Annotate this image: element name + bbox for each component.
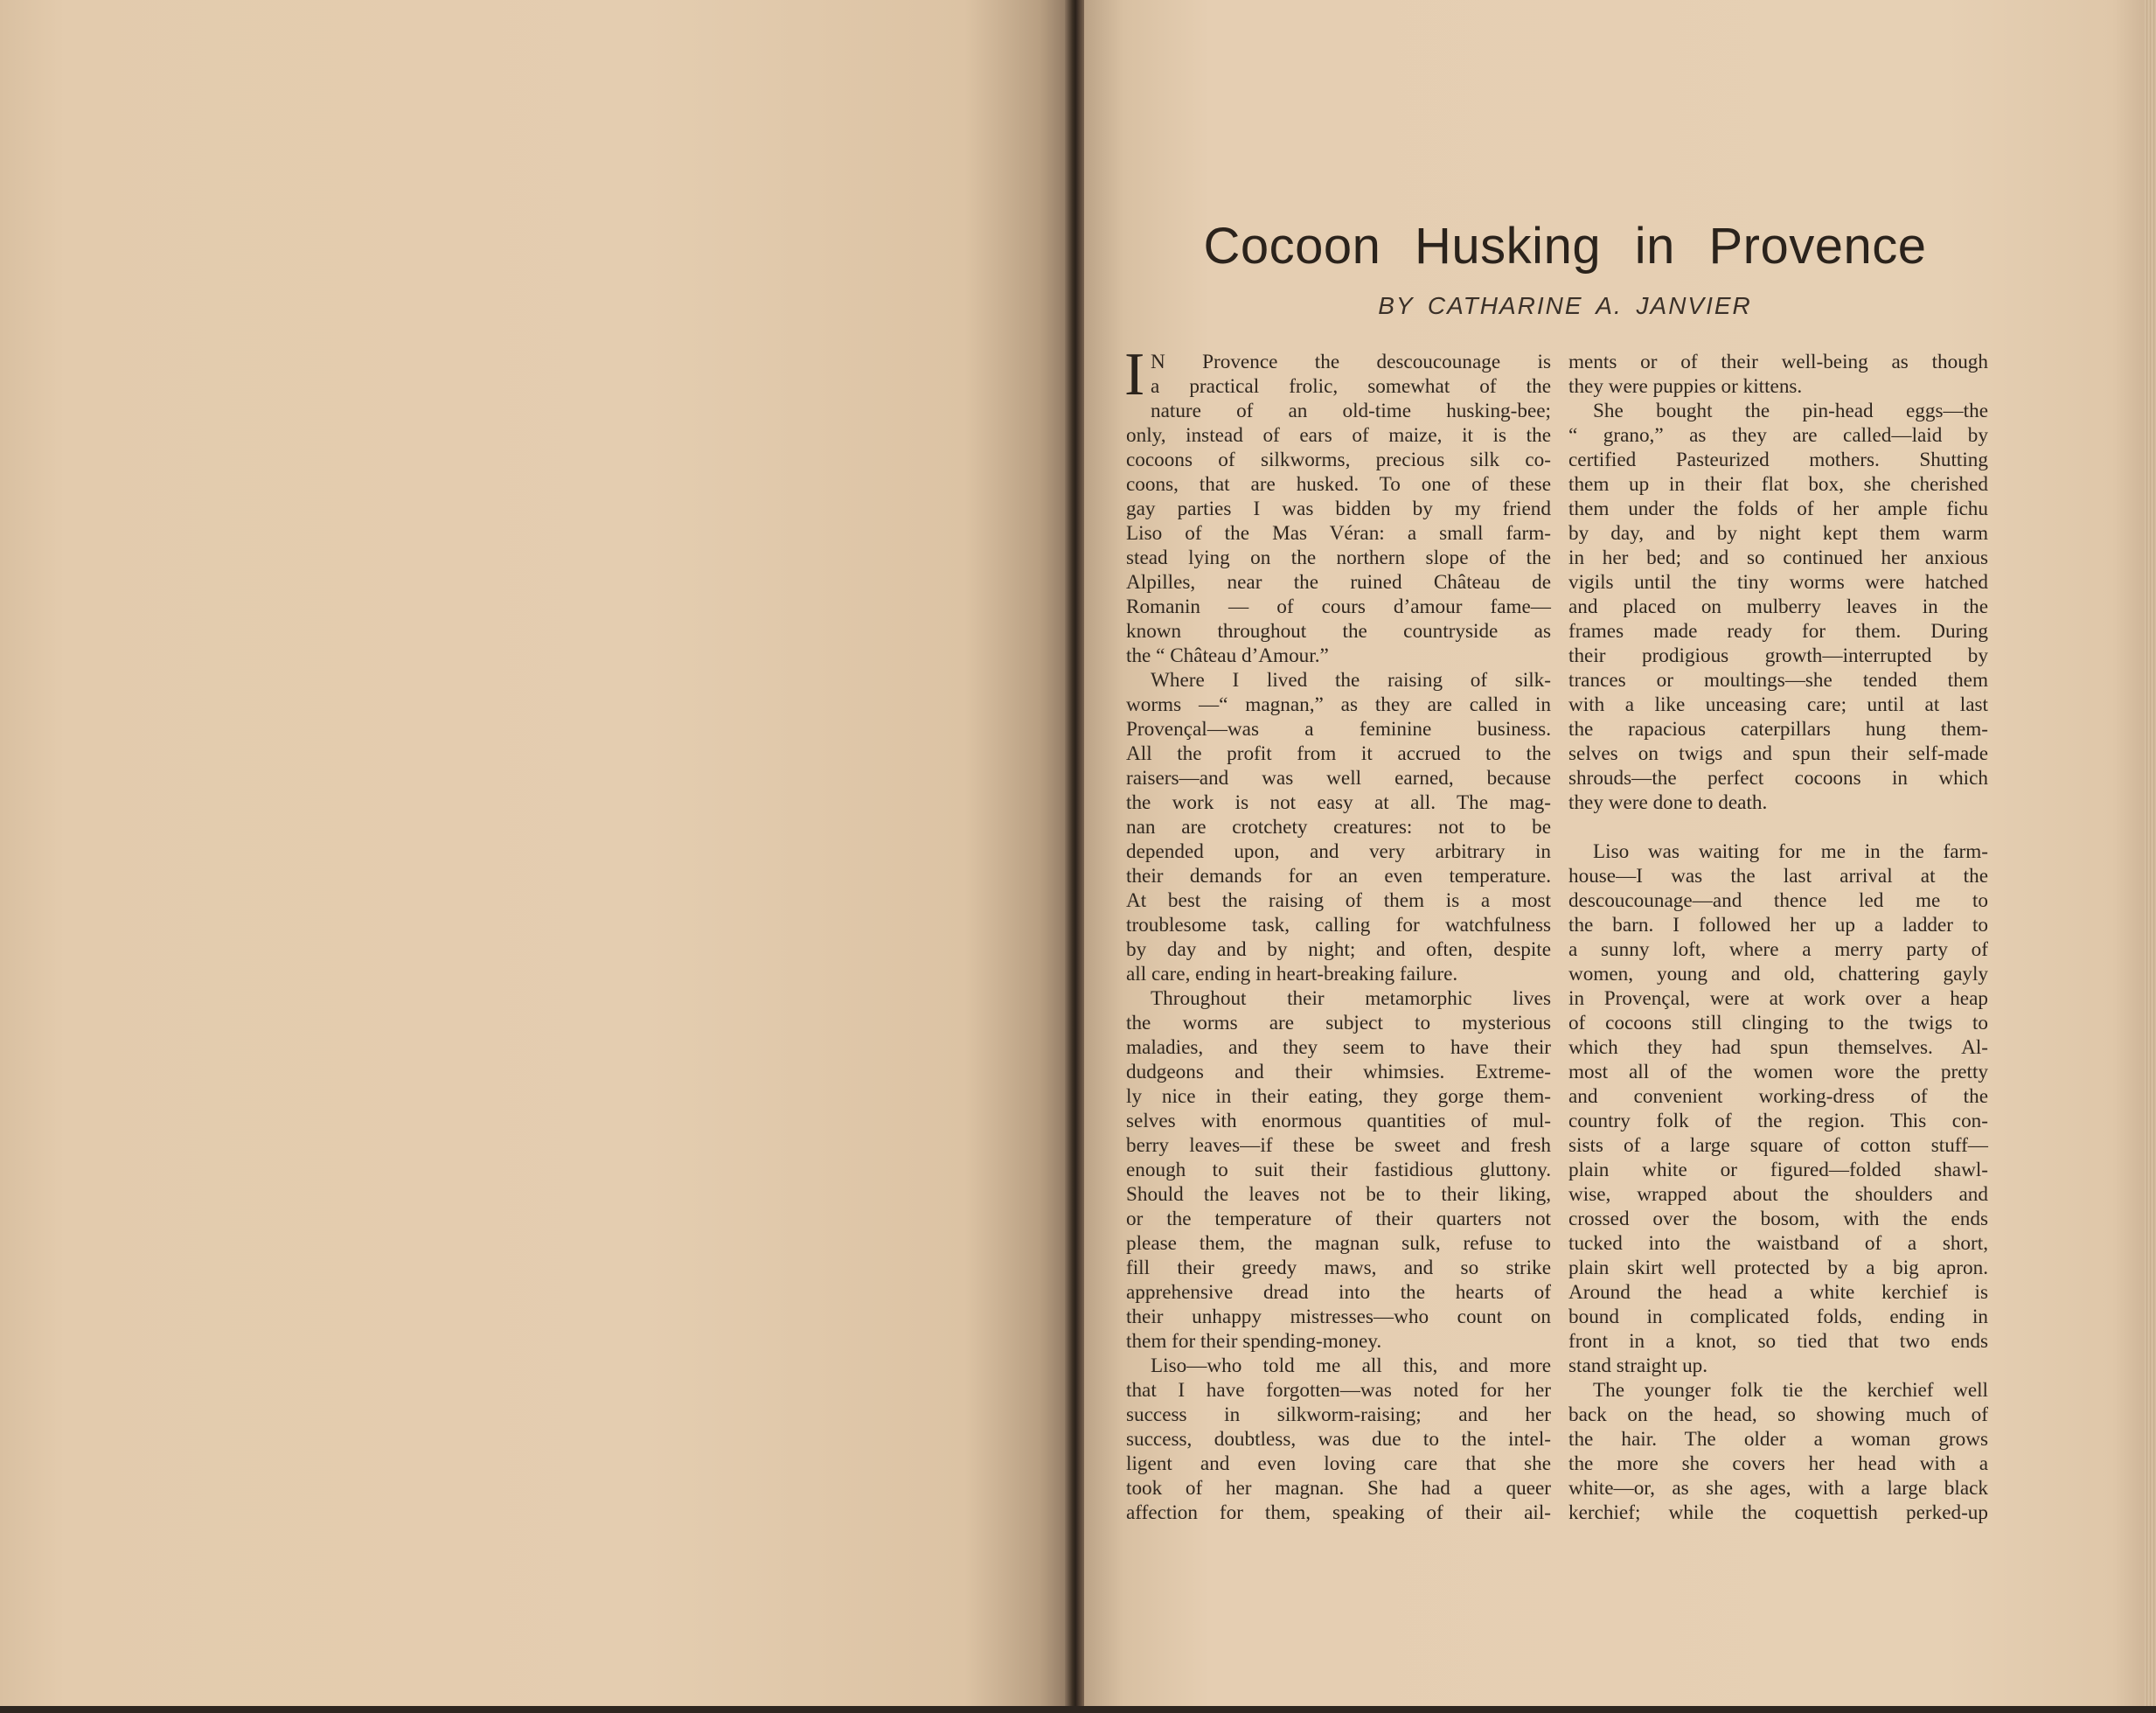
text-line: the hair. The older a woman grows xyxy=(1568,1428,1988,1451)
text-line: She bought the pin-head eggs—the xyxy=(1593,400,1988,422)
text-line: that I have forgotten—was noted for her xyxy=(1126,1379,1551,1402)
text-line: frames made ready for them. During xyxy=(1568,620,1988,643)
text-line: troublesome task, calling for watchfulness xyxy=(1126,914,1551,937)
text-line: depended upon, and very arbitrary in xyxy=(1126,840,1551,863)
text-line: they were puppies or kittens. xyxy=(1568,375,1803,398)
article-byline: BY CATHARINE A. JANVIER xyxy=(1378,292,1752,319)
text-line: vigils until the tiny worms were hatched xyxy=(1568,571,1988,594)
text-line: gay parties I was bidden by my friend xyxy=(1126,498,1551,520)
text-line: stand straight up. xyxy=(1568,1354,1708,1377)
text-line: Liso of the Mas Véran: a small farm- xyxy=(1126,522,1551,545)
text-line: At best the raising of them is a most xyxy=(1126,889,1551,912)
text-line: nature of an old-time husking-bee; xyxy=(1151,400,1551,422)
text-line: crossed over the bosom, with the ends xyxy=(1568,1208,1988,1230)
text-line: women, young and old, chattering gayly xyxy=(1568,963,1988,985)
text-line: ments or of their well-being as though xyxy=(1568,351,1988,373)
text-line: maladies, and they seem to have their xyxy=(1126,1036,1551,1059)
text-line: All the profit from it accrued to the xyxy=(1126,742,1551,765)
text-line: selves with enormous quantities of mul- xyxy=(1126,1110,1551,1132)
text-line: the worms are subject to mysterious xyxy=(1126,1012,1551,1034)
text-line: enough to suit their fastidious gluttony. xyxy=(1126,1159,1551,1181)
text-line: bound in complicated folds, ending in xyxy=(1568,1306,1988,1328)
text-line: which they had spun themselves. Al- xyxy=(1568,1036,1988,1059)
text-line: them for their spending-money. xyxy=(1126,1330,1382,1353)
drop-cap: I xyxy=(1124,341,1145,408)
text-line: sists of a large square of cotton stuff— xyxy=(1568,1134,1988,1157)
text-line: took of her magnan. She had a queer xyxy=(1126,1477,1551,1500)
text-line: affection for them, speaking of their ail- xyxy=(1126,1501,1551,1524)
text-line: trances or moultings—she tended them xyxy=(1568,669,1988,692)
text-line: a practical frolic, somewhat of the xyxy=(1151,375,1551,398)
text-line: tucked into the waistband of a short, xyxy=(1568,1232,1988,1255)
text-line: Alpilles, near the ruined Château de xyxy=(1126,571,1551,594)
text-line: them up in their flat box, she cherished xyxy=(1568,473,1988,496)
text-line: Liso was waiting for me in the farm- xyxy=(1593,840,1988,863)
text-line: plain skirt well protected by a big apron. xyxy=(1568,1257,1988,1279)
text-line: front in a knot, so tied that two ends xyxy=(1568,1330,1988,1353)
text-line: their prodigious growth—interrupted by xyxy=(1568,644,1988,667)
text-line: or the temperature of their quarters not xyxy=(1126,1208,1551,1230)
text-line: Throughout their metamorphic lives xyxy=(1151,987,1551,1010)
text-line: coons, that are husked. To one of these xyxy=(1126,473,1551,496)
text-line: Where I lived the raising of silk- xyxy=(1151,669,1551,692)
text-line: “ grano,” as they are called—laid by xyxy=(1568,424,1988,447)
text-line: them under the folds of her ample fichu xyxy=(1568,498,1988,520)
bottom-edge xyxy=(0,1706,2156,1713)
text-line: N Provence the descoucounage is xyxy=(1151,351,1551,373)
text-line: worms —“ magnan,” as they are called in xyxy=(1126,693,1551,716)
text-line: house—I was the last arrival at the xyxy=(1568,865,1988,888)
text-line: Provençal—was a feminine business. xyxy=(1126,718,1551,741)
text-line: they were done to death. xyxy=(1568,791,1768,814)
text-line: plain white or figured—folded shawl- xyxy=(1568,1159,1988,1181)
text-line: The younger folk tie the kerchief well xyxy=(1593,1379,1988,1402)
text-line: cocoons of silkworms, precious silk co- xyxy=(1126,449,1551,471)
text-line: the work is not easy at all. The mag- xyxy=(1126,791,1551,814)
text-line: berry leaves—if these be sweet and fresh xyxy=(1126,1134,1551,1157)
book-gutter xyxy=(1065,0,1084,1713)
text-line: raisers—and was well earned, because xyxy=(1126,767,1551,790)
text-line: nan are crotchety creatures: not to be xyxy=(1126,816,1551,839)
text-column-left xyxy=(1124,341,1551,1525)
text-line: Should the leaves not be to their liking, xyxy=(1126,1183,1551,1206)
text-line: their demands for an even temperature. xyxy=(1126,865,1551,888)
text-line: a sunny loft, where a merry party of xyxy=(1568,938,1988,961)
page-edge xyxy=(2144,0,2156,1713)
text-line: Romanin — of cours d’amour fame— xyxy=(1126,595,1551,618)
text-line: the “ Château d’Amour.” xyxy=(1126,644,1329,667)
text-line: in Provençal, were at work over a heap xyxy=(1568,987,1988,1010)
text-line: dudgeons and their whimsies. Extreme- xyxy=(1126,1061,1551,1083)
text-line: back on the head, so showing much of xyxy=(1568,1403,1988,1426)
paragraph-break xyxy=(1568,815,1988,839)
text-line: descoucounage—and thence led me to xyxy=(1568,889,1988,912)
text-line: the barn. I followed her up a ladder to xyxy=(1568,914,1988,937)
text-line: Liso—who told me all this, and more xyxy=(1151,1354,1551,1377)
text-line: kerchief; while the coquettish perked-up xyxy=(1568,1501,1988,1524)
text-line: stead lying on the northern slope of the xyxy=(1126,547,1551,569)
text-line: only, instead of ears of maize, it is the xyxy=(1126,424,1551,447)
text-line: fill their greedy maws, and so strike xyxy=(1126,1257,1551,1279)
blank-left-page xyxy=(0,0,1072,1713)
text-line: the rapacious caterpillars hung them- xyxy=(1568,718,1988,741)
text-line: ligent and even loving care that she xyxy=(1126,1452,1551,1475)
text-line: and placed on mulberry leaves in the xyxy=(1568,595,1988,618)
article-title: Cocoon Husking in Provence xyxy=(1203,218,1927,275)
text-line: known throughout the countryside as xyxy=(1126,620,1551,643)
text-line: and convenient working-dress of the xyxy=(1568,1085,1988,1108)
text-line: ly nice in their eating, they gorge them- xyxy=(1126,1085,1551,1108)
text-line: of cocoons still clinging to the twigs to xyxy=(1568,1012,1988,1034)
text-line: selves on twigs and spun their self-made xyxy=(1568,742,1988,765)
text-line: wise, wrapped about the shoulders and xyxy=(1568,1183,1988,1206)
text-line: shrouds—the perfect cocoons in which xyxy=(1568,767,1988,790)
text-line: by day, and by night kept them warm xyxy=(1568,522,1988,545)
text-line: please them, the magnan sulk, refuse to xyxy=(1126,1232,1551,1255)
text-column-right xyxy=(1568,350,1988,1525)
text-line: apprehensive dread into the hearts of xyxy=(1126,1281,1551,1304)
text-line: Around the head a white kerchief is xyxy=(1568,1281,1988,1304)
text-line: in her bed; and so continued her anxious xyxy=(1568,547,1988,569)
text-line: by day and by night; and often, despite xyxy=(1126,938,1551,961)
text-line: success, doubtless, was due to the intel- xyxy=(1126,1428,1551,1451)
text-line: certified Pasteurized mothers. Shutting xyxy=(1568,449,1988,471)
text-line: with a like unceasing care; until at last xyxy=(1568,693,1988,716)
text-line: the more she covers her head with a xyxy=(1568,1452,1988,1475)
text-line: country folk of the region. This con- xyxy=(1568,1110,1988,1132)
text-line: all care, ending in heart-breaking failure. xyxy=(1126,963,1458,985)
text-line: white—or, as she ages, with a large black xyxy=(1568,1477,1988,1500)
text-line: success in silkworm-raising; and her xyxy=(1126,1403,1551,1426)
text-line: most all of the women wore the pretty xyxy=(1568,1061,1988,1083)
text-line: their unhappy mistresses—who count on xyxy=(1126,1306,1551,1328)
